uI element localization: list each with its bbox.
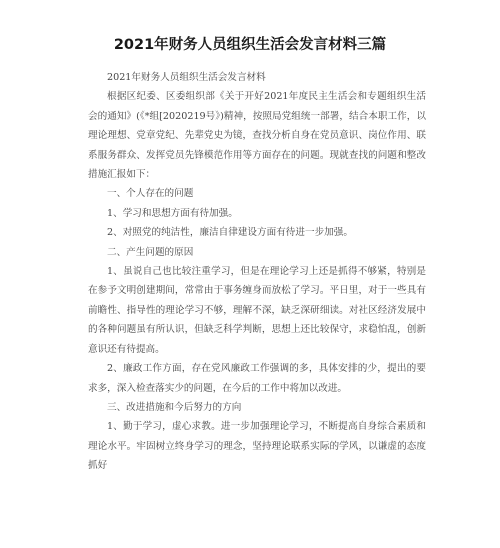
paragraph-cause-2: 2、廉政工作方面，存在党风廉政工作强调的多，具体安排的少，提出的要求多，深入检查落实少的问题，在今后的工作中将加以改进。 [88,363,426,394]
paragraph-subtitle: 2021年财务人员组织生活会发言材料 [107,72,266,83]
section-heading-problems: 一、个人存在的问题 [107,188,194,200]
section-heading-causes: 二、产生问题的原因 [107,246,194,258]
paragraph-problem-2: 2、对照党的纯洁性，廉洁自律建设方面有待进一步加强。 [107,227,353,239]
paragraph-measure-1: 1、勤于学习，虚心求教。进一步加强理论学习，不断提高自身综合素质和理论水平。牢固树立终身学习的理念，坚持理论联系实际的学风，以谦虚的态度抓好 [88,421,426,472]
paragraph-intro: 根据区纪委、区委组织部《关于开好2021年度民主生活会和专题组织生活会的通知》(《*组[2020219号》)精神，按照局党组统一部署，结合本职工作，以理论理想、党章党纪、先辈党史为镜，查找分析自身在党员意识、岗位作用、联系服务群众、发挥党员先锋模范作用等方面存在的问题。现就查找的问题和整改措施汇报如下： [88,91,426,181]
paragraph-cause-1: 1、虽说自己也比较注重学习，但是在理论学习上还是抓得不够紧，特别是在参予文明创建期间，常常由于事务缠身而放松了学习。平日里，对于一些具有前瞻性、指导性的理论学习不够，理解不深，缺乏深研细读。对社区经济发展中的各种问题虽有所认识，但缺乏科学判断，思想上还比较保守，求稳怕乱，创新意识还有待提高。 [88,266,426,355]
document-title: 2021年财务人员组织生活会发言材料三篇 [113,37,387,53]
document-body [88,68,426,476]
paragraph-problem-1: 1、学习和思想方面有待加强。 [107,207,238,219]
section-heading-measures: 三、改进措施和今后努力的方向 [107,401,242,413]
